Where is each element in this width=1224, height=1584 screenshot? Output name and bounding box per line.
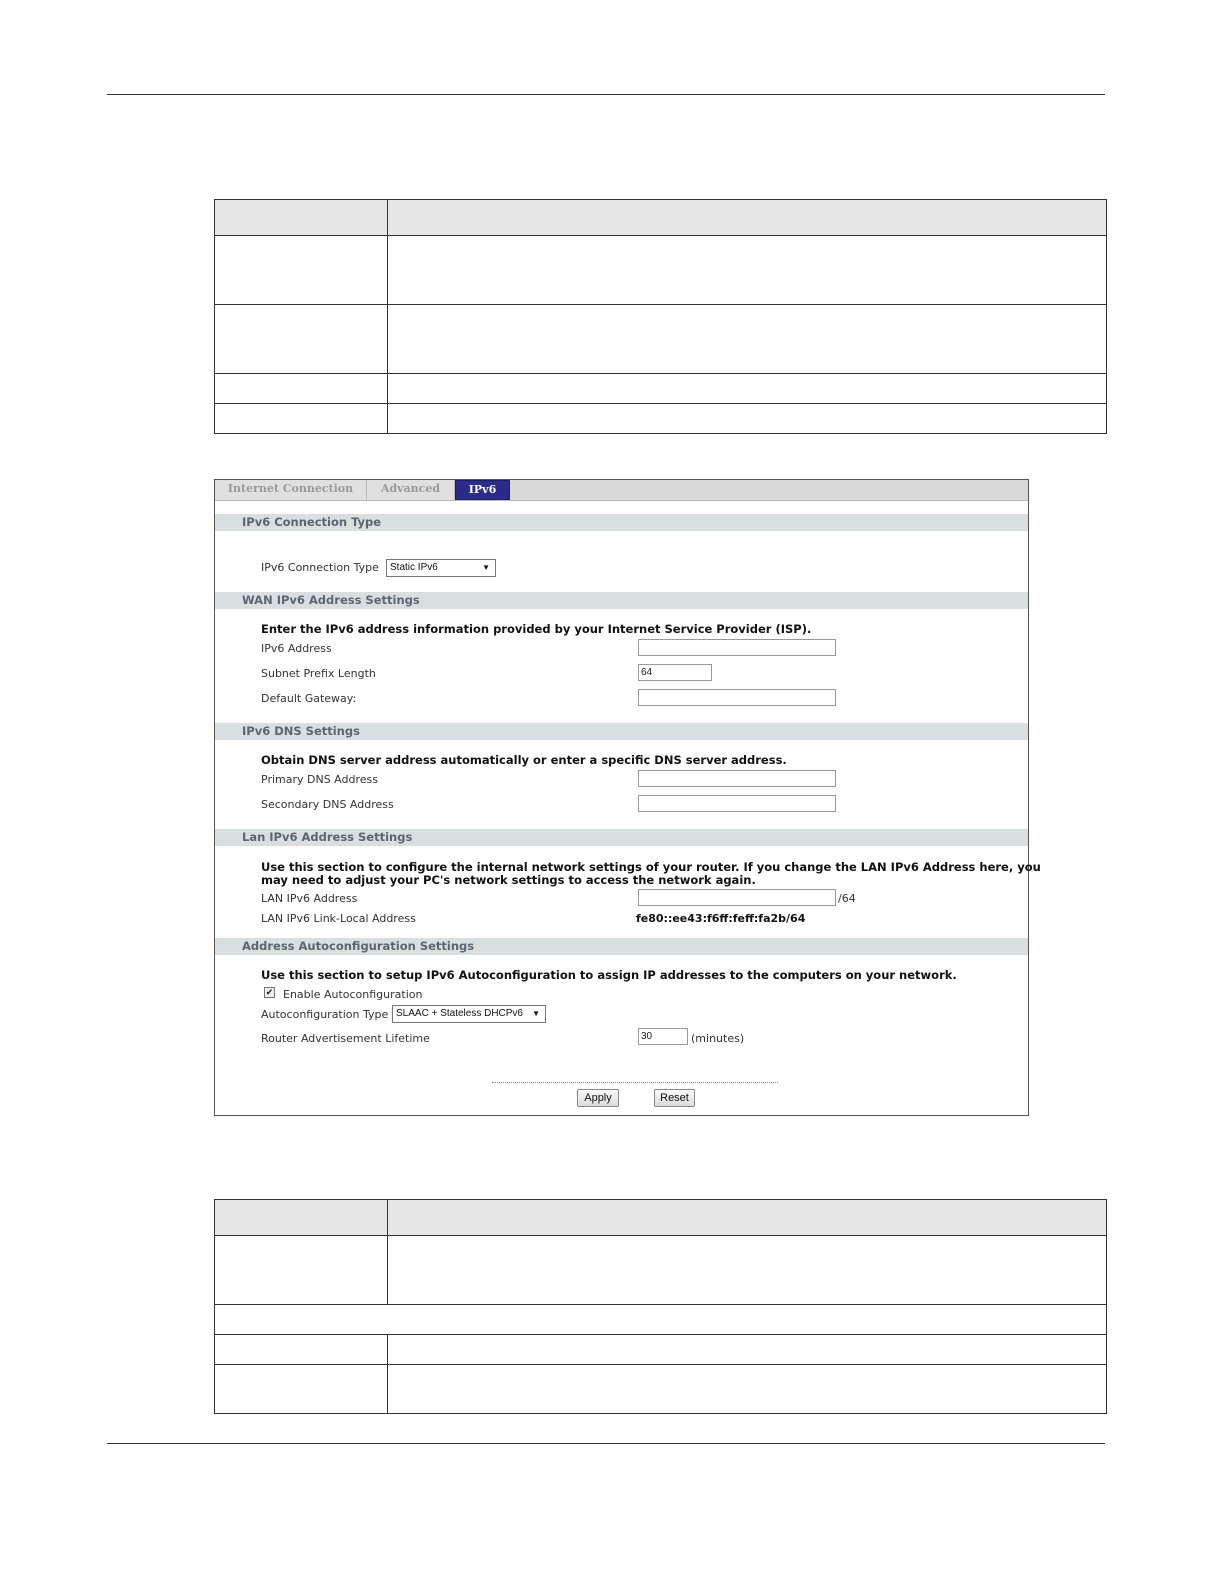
table-cell [215,305,388,374]
tab-internet-connection[interactable]: Internet Connection [215,480,367,500]
link-local-label: LAN IPv6 Link-Local Address [261,912,416,925]
table-header-description [388,200,1107,236]
table-cell [215,236,388,305]
section-autoconfig [215,938,1028,955]
apply-button[interactable]: Apply [577,1089,619,1107]
tab-bar [215,480,1028,501]
chevron-down-icon: ▼ [482,563,490,572]
default-gateway-input[interactable] [638,689,836,706]
table-cell [388,1365,1107,1414]
link-local-value: fe80::ee43:f6ff:feff:fa2b/64 [636,912,806,925]
ipv6-address-input[interactable] [638,639,836,656]
secondary-dns-label: Secondary DNS Address [261,798,394,811]
table-cell [388,1335,1107,1365]
section-connection-type [215,514,1028,531]
enable-autoconfig-label: Enable Autoconfiguration [283,988,423,1001]
wan-intro: Enter the IPv6 address information provided by your Internet Service Provider (ISP). [261,622,812,636]
table-cell [388,404,1107,434]
section-title: Lan IPv6 Address Settings [242,830,413,844]
table-cell [388,236,1107,305]
lan-address-label: LAN IPv6 Address [261,892,358,905]
table-cell [215,1335,388,1365]
section-lan-ipv6 [215,829,1028,846]
connection-type-select[interactable] [386,559,496,577]
section-title: WAN IPv6 Address Settings [242,593,420,607]
autoconfig-type-label: Autoconfiguration Type [261,1008,389,1021]
top-description-table [214,199,1107,434]
table-cell [215,1236,388,1305]
autoconfig-type-selected: SLAAC + Stateless DHCPv6 [396,1008,523,1019]
ipv6-settings-screenshot [214,479,1041,1116]
primary-dns-input[interactable] [638,770,836,787]
connection-type-label: IPv6 Connection Type [261,561,379,574]
table-cell [215,404,388,434]
connection-type-selected: Static IPv6 [390,562,438,573]
table-header-label [215,1200,388,1236]
ra-lifetime-input[interactable]: 30 [638,1028,688,1045]
lan-intro-line-1: Use this section to configure the internal network settings of your router. If you change the LAN IPv6 Address here, you [261,860,1041,874]
lan-intro-line-2: may need to adjust your PC's network settings to access the network again. [261,873,756,887]
lan-address-suffix: /64 [838,892,856,905]
table-cell [215,374,388,404]
lan-address-input[interactable] [638,889,836,906]
footer-rule [107,1443,1105,1444]
section-ipv6-dns [215,723,1028,740]
ra-lifetime-unit: (minutes) [691,1032,745,1045]
section-title: IPv6 Connection Type [242,515,382,529]
bottom-description-table [214,1199,1107,1414]
tab-ipv6[interactable]: IPv6 [455,480,510,500]
enable-autoconfig-checkbox[interactable] [264,987,275,998]
ra-lifetime-label: Router Advertisement Lifetime [261,1032,430,1045]
prefix-length-input[interactable]: 64 [638,664,712,681]
dns-intro: Obtain DNS server address automatically or enter a specific DNS server address. [261,753,787,767]
autoconfig-intro: Use this section to setup IPv6 Autoconfiguration to assign IP addresses to the computers on your network. [261,968,957,982]
divider [492,1082,778,1083]
default-gateway-label: Default Gateway: [261,692,357,705]
table-cell [215,1305,1107,1335]
secondary-dns-input[interactable] [638,795,836,812]
reset-button[interactable]: Reset [654,1089,695,1107]
table-cell [388,305,1107,374]
section-title: Address Autoconfiguration Settings [242,939,475,953]
tab-advanced[interactable]: Advanced [367,480,455,500]
autoconfig-type-select[interactable] [392,1005,546,1023]
table-cell [388,374,1107,404]
table-cell [388,1236,1107,1305]
table-header-label [215,200,388,236]
checkmark-icon: ✔ [265,988,274,998]
chevron-down-icon: ▼ [532,1009,540,1018]
header-rule [107,94,1105,95]
table-cell [215,1365,388,1414]
prefix-length-label: Subnet Prefix Length [261,667,376,680]
ipv6-address-label: IPv6 Address [261,642,332,655]
table-header-description [388,1200,1107,1236]
primary-dns-label: Primary DNS Address [261,773,378,786]
section-wan-ipv6 [215,592,1028,609]
section-title: IPv6 DNS Settings [242,724,360,738]
